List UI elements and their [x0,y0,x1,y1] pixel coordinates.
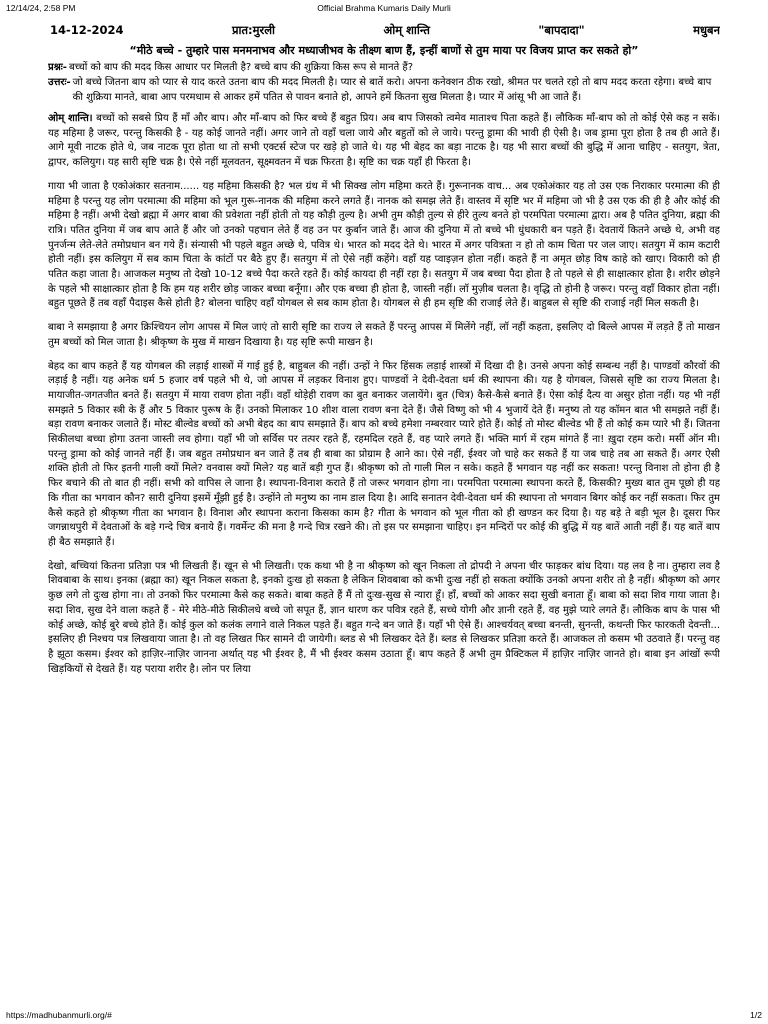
murli-om-shanti: ओम् शान्ति [383,22,430,37]
murli-type: प्रात:मुरली [231,22,276,37]
paragraph-5 [48,560,720,678]
question-answer-block [48,60,720,105]
question-text: बच्चों को बाप की मदद किस आधार पर मिलती है? बच्चे बाप की शुक्रिया किस रूप से मानते हैं? [68,62,414,73]
print-url: https://madhubanmurli.org/# [6,1010,112,1020]
question-row [48,60,720,75]
paragraph-text: देखो, बच्चियां कितना प्रतिज्ञा पत्र भी लिखती हैं। खून से भी लिखती। एक कथा भी है ना श्रीकृष्ण को खून निकला तो द्रोपदी ने अपना चीर फाड़कर बांध दिया। यह लव है ना। तुम्हारा लव है शिवबाबा के साथ। इनका (ब्रह्मा का) खून निकल सकता है, इनको दुःख हो सकता है लेकिन शिवबाबा को कभी दुःख नहीं हो सकता क्योंकि उनको अपना शरीर तो है नहीं। श्रीकृष्ण को अगर कुछ लगे तो दुःख होगा ना। तो उनको फिर परमात्मा कैसे कह सकते। बाबा कहते हैं मैं तो दुःख-सुख से न्यारा हूँ। हाँ, बच्चों को आकर सदा सुखी बनाता हूँ। बाबा को सदा शिव गाया जाता है। सदा शिव, सुख देने वाला कहते हैं - मेरे मीठे-मीठे सिकीलधे बच्चे जो सपूत हैं, ज्ञान धारण कर पवित्र रहते हैं, सच्चे योगी और ज्ञानी रहते हैं, वह मुझे प्यारे लगते हैं। लौकिक बाप के पास भी कोई अच्छे, कोई बुरे बच्चे होते हैं। कोई कुल को कलंक लगाने वाले निकल पड़ते हैं। बहुत गन्दे बन जाते हैं। यहाँ भी ऐसे हैं। आश्चर्यवत् बच्चा बनन्ती, सुनन्ती, कथन्ती फिर फारकती देवन्ती... इसलिए ही निश्चय पत्र लिखवाया जाता है। तो वह लिखत फिर सामने दी जायेगी। ब्लड से भी लिखकर देते हैं। ब्लड से लिखकर प्रतिज्ञा करते हैं। आजकल तो कसम भी उठवाते हैं। परन्तु वह है झूठा कसम। ईश्वर को हाज़िर-नाज़िर जानना अर्थात् यह भी ईश्वर है, मैं भी ईश्वर कसम उठाता हूँ। बाप कहते हैं अभी तुम प्रैक्टिकल में हाज़िर नाज़िर जानते हो। बाबा इन आंखों रूपी खिड़कियों से देखते हैं। यह पराया शरीर है। लोन पर लिया [48,560,720,675]
murli-headline: “मीठे बच्चे - तुम्हारे पास मनमनाभव और मध्याजीभव के तीक्ष्ण बाण हैं, इन्हीं बाणों से तुम माया पर विजय प्राप्त कर सकते हो” [129,44,639,57]
answer-label: उत्तरः- [48,77,71,88]
murli-speaker: "बापदादा" [538,22,585,37]
murli-date: 14-12-2024 [50,23,124,37]
browser-print-footer [6,1006,762,1020]
print-page-title: Official Brahma Kumaris Daily Murli [317,3,451,13]
paragraph-text: बाबा ने समझाया है अगर क्रिश्चियन लोग आपस में मिल जाएं तो सारी सृष्टि का राज्य ले सकते हैं परन्तु आपस में मिलेंगे नहीं, लॉ नहीं कहता, इसलिए दो बिल्ले आपस में लड़ते हैं तो माखन तुम बच्चों को मिल जाता है। श्रीकृष्ण के मुख में माखन दिखाया है। यह सृष्टि रूपी माखन है। [48,322,720,348]
murli-page [48,20,720,1000]
paragraph-text: बच्चों को सबसे प्रिय हैं माँ और बाप। और माँ-बाप को फिर बच्चे हैं बहुत प्रिय। अब बाप जिसको त्वमेव माताश्च पिता कहते हैं। लौकिक माँ-बाप को तो कोई ऐसे कह न सकें। यह महिमा है जरूर, परन्तु किसकी है - यह कोई जानते नहीं। अगर जाने तो वहाँ चला जाये और बहुतों को ले जाये। परन्तु ड्रामा की भावी ही ऐसी है। जब ड्रामा पूरा होता है तब ही आते हैं। आगे मूवी नाटक होते थे, जब नाटक पूरा होता था तो सभी एक्टर्स स्टेज पर खड़े हो जाते थे। यह भी बेहद का बड़ा नाटक है। यह भी सारा बच्चों की बुद्धि में आना चाहिए - सतयुग, त्रेता, द्वापर, कलियुग। यह सारी सृष्टि चक्र है। ऐसे नहीं मूलवतन, सूक्ष्मवतन में चक्र फिरता है। सृष्टि का चक्र यहाँ ही फिरता है। [48,113,720,169]
print-datetime: 12/14/24, 2:58 PM [6,3,76,13]
murli-header [48,20,720,40]
paragraph-2 [48,180,720,312]
browser-print-header [6,3,762,17]
murli-place: मधुबन [693,22,720,37]
paragraph-text: गाया भी जाता है एकोअंकार सतनाम...... यह महिमा किसकी है? भल ग्रंथ में भी सिक्ख लोग महिमा करते हैं। गुरूनानक वाच... अब एकोअंकार यह तो उस एक निराकार परमात्मा की ही महिमा है परन्तु यह लोग परमात्मा की महिमा को भूल गुरू-नानक की महिमा करने लगते हैं। नानक को समझ लेते हैं। वास्तव में सृष्टि भर में महिमा जो भी है उस एक की ही है और कोई की महिमा है नहीं। अभी देखो ब्रह्मा में अगर बाबा की प्रवेशता नहीं होती तो यह कौड़ी तुल्य है। अभी तुम कौड़ी तुल्य से हीरे तुल्य बनते हो परमपिता परमात्मा द्वारा। अब है पतित दुनिया, ब्रह्मा की रात्रि। पतित दुनिया में जब बाप आते हैं और जो उनको पहचान लेते हैं वह उन पर कुर्बान जाते हैं। आज की दुनिया में तो बच्चे भी धुंधकारी बन पड़ते हैं। देवतायें कितने अच्छे थे, अभी वह पुनर्जन्म लेते-लेते तमोप्रधान बन गये हैं। संन्यासी भी पहले बहुत अच्छे थे, पवित्र थे। भारत को मदद देते थे। भारत में अगर पवित्रता न हो तो काम चिता पर जल जाए। सतयुग में काम कटारी होती नहीं। इस कलियुग में सब काम चिता के कांटों पर बैठे हुए हैं। सतयुग में तो ऐसे नहीं कहेंगे। वहाँ यह प्वाइज़न होता नहीं। कहते हैं ना अमृत छोड़ विष काहे को खाए। विकारी को ही पतित कहा जाता है। आजकल मनुष्य तो देखो 10-12 बच्चे पैदा करते रहते हैं। कोई कायदा ही नहीं रहा है। सतयुग में जब बच्चा पैदा होता है तो पहले से ही साक्षात्कार होता है। शरीर छोड़ने के पहले भी साक्षात्कार होता है कि हम यह शरीर छोड़ जाकर बच्चा बनूँगा। और एक बच्चा ही होता है, जास्ती नहीं। लॉ मुज़ीब चलता है। वृद्धि तो होनी है जरूर। परन्तु वहाँ विकार होता नहीं। बहुत पूछते हैं तब वहाँ पैदाइस कैसे होती है? बोलना चाहिए वहाँ योगबल से सब काम होता है। योगबल से ही हम सृष्टि की राजाई लेते हैं। बाहुबल से सृष्टि की राजाई नहीं मिल सकती है। [48,180,720,310]
paragraph-4 [48,360,720,551]
print-page-count: 1/2 [750,1010,762,1020]
answer-row [48,75,720,105]
question-label: प्रश्नः- [48,62,67,73]
paragraph-1 [48,112,720,171]
answer-text: जो बच्चे जितना बाप को प्यार से याद करते उतना बाप की मदद मिलती है। प्यार से बातें करो। अपना कनेक्शन ठीक रखो, श्रीमत पर चलते रहो तो बाप मदद करता रहेगा। बच्चे बाप की शुक्रिया मानते, बाबा आप परमधाम से आकर हमें पतित से पावन बनाते हो, आपने हमें कितना सुख मिलता है। प्यार में आंसू भी आ जाते हैं। [72,77,712,103]
paragraph-text: बेहद का बाप कहते हैं यह योगबल की लड़ाई शास्त्रों में गाई हुई है, बाहुबल की नहीं। उन्हों ने फिर हिंसक लड़ाई शास्त्रों में दिखा दी है। उनसे अपना कोई सम्बन्ध नहीं है। पाण्डवों कौरवों की लड़ाई है नहीं। यह अनेक धर्म 5 हजार वर्ष पहले भी थे, जो आपस में लड़कर विनाश हुए। पाण्डवों ने देवी-देवता धर्म की स्थापना की। यह है योगबल, जिससे सृष्टि का राज्य मिलता है। मायाजीत-जगतजीत बनते हैं। सतयुग में माया रावण होता नहीं। वहाँ थोड़ेही रावण का बुत बनाकर जलायेंगे। बुत (चित्र) कैसे-कैसे बनाते हैं। ऐसा कोई दैत्य वा असुर होता नहीं। यह भी नहीं समझते 5 विकार स्त्री के हैं और 5 विकार पुरूष के हैं। उनको मिलाकर 10 शीश वाला रावण बना देते हैं। जैसे विष्णु को भी 4 भुजायें देते हैं। मनुष्य तो यह कॉमन बात भी समझते नहीं हैं। बड़ा रावण बनाकर जलाते हैं। मोस्ट बील्वेड बच्चों को अभी बेहद का बाप समझाते हैं। बाप को बच्चे हमेशा नम्बरवार प्यारे होते हैं। कोई तो मोस्ट बील्वेड भी हैं तो कोई कम प्यारे भी हैं। जितना सिकीलधा बच्चा होगा उतना जास्ती लव होगा। यहाँ भी जो सर्विस पर तत्पर रहते हैं, रहमदिल रहते हैं, वह प्यारे लगते हैं। भक्ति मार्ग में रहम मांगते हैं ना! ख़ुदा रहम करो। मर्सी ऑन मी। परन्तु ड्रामा को कोई जानते नहीं हैं। जब बहुत तमोप्रधान बन जाते हैं तब ही बाबा का प्रोग्राम है आने का। ऐसे नहीं, ईश्वर जो चाहे कर सकते हैं या जब चाहे तब आ सकते हैं। अगर ऐसी शक्ति होती तो फिर इतनी गाली क्यों मिले? वनवास क्यों मिले? यह बातें बड़ी गुप्त हैं। श्रीकृष्ण को तो गाली मिल न सके। कहते हैं भगवान यह नहीं कर सकता! परन्तु विनाश तो होना ही है फिर बचाने की तो बात ही नहीं। सभी को वापिस ले जाना है। स्थापना-विनाश कराते हैं तो जरूर भगवान होगा ना। परमपिता परमात्मा स्थापना करते हैं, किसकी? मुख्य बात तुम पूछो ही यह कि गीता का भगवान कौन? सारी दुनिया इसमें मूँझी हुई है। उन्होंने तो मनुष्य का नाम डाल दिया है। आदि सनातन देवी-देवता धर्म की स्थापना तो भगवान बिगर कोई कर नहीं सकता। फिर तुम कैसे कहते हो श्रीकृष्ण गीता का भगवान है। विनाश और स्थापना कराना किसका काम है? गीता के भगवान को भूल गीता को ही खण्डन कर दिया है। यह बड़े ते बड़ी भूल है। दूसरा फिर जगन्नाथपुरी में देवताओं के बड़े गन्दे चित्र बनाये हैं। गवर्मेन्ट की मना है गन्दे चित्र रखने की। तो इस पर समझाना चाहिए। इन मन्दिरों पर कोई की बुद्धि में यह बातें आती नहीं हैं। यह बातें बाप ही बैठ समझाते हैं। [48,360,720,548]
paragraph-3 [48,321,720,350]
paragraph-lead: ओम् शान्ति। [48,113,93,124]
